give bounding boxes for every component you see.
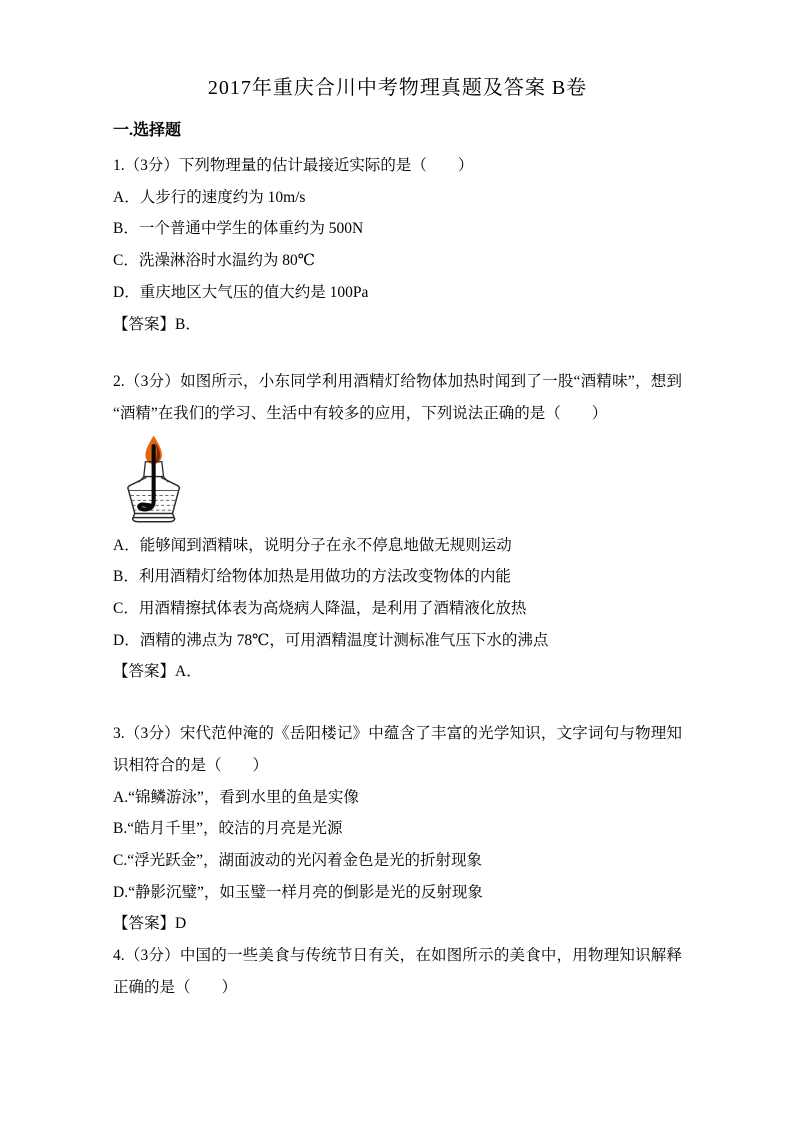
question-3-option-c: C.“浮光跃金”，湖面波动的光闪着金色是光的折射现象 [113,851,482,869]
question-2-answer: 【答案】A． [113,663,202,681]
section-header: 一.选择题 [113,122,182,139]
question-2-option-a: A．能够闻到酒精味，说明分子在永不停息地做无规则运动 [113,536,512,554]
question-2-option-c: C．用酒精擦拭体表为高烧病人降温，是利用了酒精液化放热 [113,600,527,618]
question-1-option-d: D．重庆地区大气压的值大约是 100Pa [113,283,369,301]
question-3-answer: 【答案】D [113,915,187,933]
question-1-stem: 1.（3分）下列物理量的估计最接近实际的是（ ） [113,157,474,174]
question-2-option-b: B．利用酒精灯给物体加热是用做功的方法改变物体的内能 [113,568,511,586]
alcohol-lamp-figure [115,433,189,525]
question-3-option-d: D.“静影沉璧”，如玉璧一样月亮的倒影是光的反射现象 [113,883,483,901]
question-2-option-d: D．酒精的沸点为 78℃，可用酒精温度计测标准气压下水的沸点 [113,631,549,649]
page-title: 2017年重庆合川中考物理真题及答案 B卷 [207,77,588,99]
question-4-stem: 4.（3分）中国的一些美食与传统节日有关，在如图所示的美食中，用物理知识解释正确的是（ ） [113,947,682,996]
question-3-option-b: B.“皓月千里”，皎洁的月亮是光源 [113,820,343,838]
question-4 [113,940,682,1003]
question-3 [113,718,682,940]
question-1-option-a: A．人步行的速度约为 10m/s [113,188,306,206]
question-1-answer: 【答案】B． [113,315,201,333]
question-1-option-c: C．洗澡淋浴时水温约为 80℃ [113,252,316,270]
alcohol-lamp-icon [115,433,189,525]
question-2-stem: 2.（3分）如图所示，小东同学利用酒精灯给物体加热时闻到了一股“酒精味”，想到“酒精”在我们的学习、生活中有较多的应用，下列说法正确的是（ ） [113,373,682,422]
question-1-option-b: B．一个普通中学生的体重约为 500N [113,220,364,238]
question-1 [113,150,682,340]
question-3-option-a: A.“锦鳞游泳”，看到水里的鱼是实像 [113,788,359,806]
question-3-stem: 3.（3分）宋代范仲淹的《岳阳楼记》中蕴含了丰富的光学知识，文字词句与物理知识相符合的是（ ） [113,725,682,774]
question-2 [113,366,682,688]
